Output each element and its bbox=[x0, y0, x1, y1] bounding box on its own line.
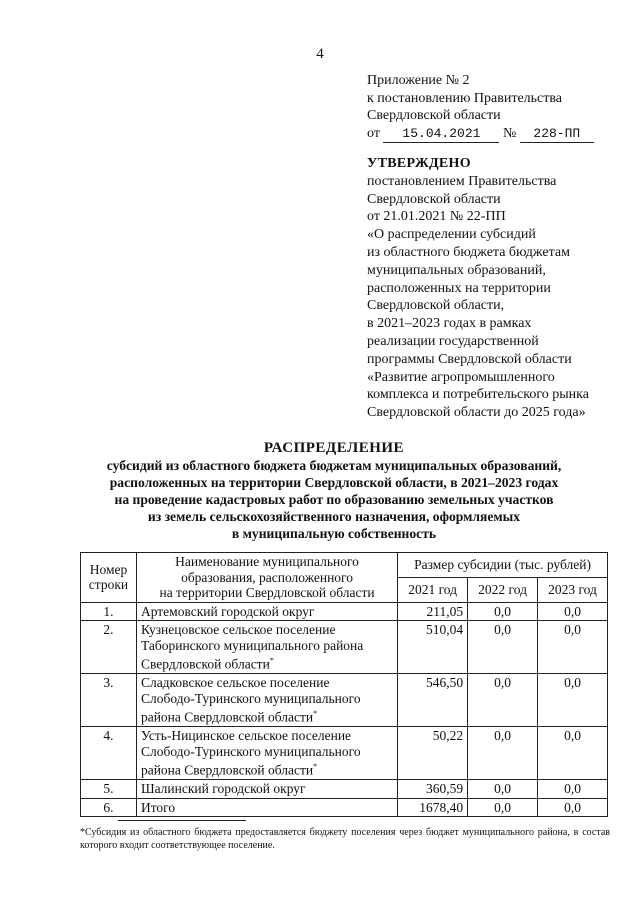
subsidy-value-2021: 510,04 bbox=[398, 621, 468, 674]
municipality-name: Итого bbox=[136, 798, 397, 817]
approved-line: «О распределении субсидий bbox=[367, 227, 536, 243]
approved-line: «Развитие агропромышленного bbox=[367, 369, 555, 385]
row-number: 6. bbox=[81, 798, 137, 817]
decree-date: 15.04.2021 bbox=[383, 125, 499, 144]
subsidy-value-2021: 1678,40 bbox=[398, 798, 468, 817]
approved-line: постановлением Правительства bbox=[367, 173, 557, 189]
decree-number: 228-ПП bbox=[520, 125, 594, 144]
approved-line: муниципальных образований, bbox=[367, 262, 546, 278]
footnote-divider bbox=[118, 820, 246, 821]
page-number: 4 bbox=[316, 46, 324, 62]
approved-line: Свердловской области bbox=[367, 191, 501, 207]
municipality-name: Усть-Ницинское сельское поселение Слободо-Туринского муниципального района Свердловской области* bbox=[136, 727, 397, 780]
subsidy-value-2021: 546,50 bbox=[398, 674, 468, 727]
approved-line: расположенных на территории bbox=[367, 280, 551, 296]
header-subsidy: Размер субсидии (тыс. рублей) bbox=[398, 553, 608, 578]
appendix-date-line bbox=[367, 125, 594, 144]
approved-block bbox=[367, 155, 629, 422]
municipality-name: Артемовский городской округ bbox=[136, 602, 397, 621]
footnote-mark: * bbox=[269, 656, 274, 665]
municipality-name: Сладковское сельское поселение Слободо-Туринского муниципального района Свердловской области* bbox=[136, 674, 397, 727]
table-body bbox=[81, 602, 608, 817]
row-number: 4. bbox=[81, 727, 137, 780]
subsidy-value-2023: 0,0 bbox=[538, 727, 608, 780]
row-number: 1. bbox=[81, 602, 137, 621]
approved-line: программы Свердловской области bbox=[367, 351, 572, 367]
subsidy-value-2022: 0,0 bbox=[468, 674, 538, 727]
date-prefix: от bbox=[367, 125, 380, 141]
table-row bbox=[81, 727, 608, 780]
table-row bbox=[81, 602, 608, 621]
subsidy-value-2021: 360,59 bbox=[398, 780, 468, 799]
approved-line: Свердловской области до 2025 года» bbox=[367, 405, 586, 421]
subsidy-value-2023: 0,0 bbox=[538, 602, 608, 621]
subsidy-value-2023: 0,0 bbox=[538, 780, 608, 799]
heading-line: на проведение кадастровых работ по образованию земельных участков bbox=[114, 492, 554, 507]
subsidy-value-2022: 0,0 bbox=[468, 602, 538, 621]
table-row bbox=[81, 780, 608, 799]
subsidy-value-2022: 0,0 bbox=[468, 621, 538, 674]
subsidy-value-2021: 50,22 bbox=[398, 727, 468, 780]
subsidy-value-2023: 0,0 bbox=[538, 674, 608, 727]
approved-line: Свердловской области, bbox=[367, 298, 505, 314]
subsidy-value-2023: 0,0 bbox=[538, 798, 608, 817]
header-year: 2021 год bbox=[398, 577, 468, 602]
appendix-block bbox=[367, 72, 594, 143]
subsidy-value-2022: 0,0 bbox=[468, 727, 538, 780]
municipality-name: Кузнецовское сельское поселение Таборинского муниципального района Свердловской области* bbox=[136, 621, 397, 674]
appendix-title: Приложение № 2 bbox=[367, 73, 470, 88]
approved-title: УТВЕРЖДЕНО bbox=[367, 156, 471, 171]
footnote-mark: * bbox=[313, 762, 318, 771]
header-row-number: Номер строки bbox=[81, 553, 137, 603]
approved-line: комплекса и потребительского рынка bbox=[367, 387, 589, 403]
heading-line: в муниципальную собственность bbox=[231, 526, 437, 541]
approved-lines bbox=[367, 173, 629, 422]
table-row bbox=[81, 674, 608, 727]
subsidy-value-2022: 0,0 bbox=[468, 798, 538, 817]
header-name: Наименование муниципального образования, расположенного на территории Свердловской области bbox=[136, 553, 397, 603]
heading-line: расположенных на территории Свердловской области, в 2021–2023 годах bbox=[109, 475, 559, 490]
table-row bbox=[81, 798, 608, 817]
appendix-line: Свердловской области bbox=[367, 108, 501, 123]
subsidy-value-2021: 211,05 bbox=[398, 602, 468, 621]
table-row bbox=[81, 621, 608, 674]
municipality-name: Шалинский городской округ bbox=[136, 780, 397, 799]
heading-line: из земель сельскохозяйственного назначения, оформляемых bbox=[147, 509, 521, 524]
footnote-mark: * bbox=[313, 709, 318, 718]
approved-line: из областного бюджета бюджетам bbox=[367, 244, 570, 260]
subsidy-table bbox=[80, 552, 608, 817]
heading-lines bbox=[60, 457, 608, 542]
subsidy-value-2023: 0,0 bbox=[538, 621, 608, 674]
header-year: 2022 год bbox=[468, 577, 538, 602]
approved-line: в 2021–2023 годах в рамках bbox=[367, 316, 532, 332]
header-year: 2023 год bbox=[538, 577, 608, 602]
heading-line: субсидий из областного бюджета бюджетам муниципальных образований, bbox=[106, 458, 562, 473]
document-heading bbox=[60, 440, 608, 542]
number-prefix: № bbox=[502, 125, 517, 141]
row-number: 2. bbox=[81, 621, 137, 674]
row-number: 5. bbox=[81, 780, 137, 799]
heading-title: РАСПРЕДЕЛЕНИЕ bbox=[263, 440, 405, 456]
appendix-line: к постановлению Правительства bbox=[367, 90, 563, 106]
footnote: *Субсидия из областного бюджета предоставляется бюджету поселения через бюджет муниципального района, в состав которого входит соответствующее поселение. bbox=[80, 827, 610, 851]
approved-line: от 21.01.2021 № 22-ПП bbox=[367, 209, 506, 225]
subsidy-value-2022: 0,0 bbox=[468, 780, 538, 799]
approved-line: реализации государственной bbox=[367, 333, 539, 349]
row-number: 3. bbox=[81, 674, 137, 727]
